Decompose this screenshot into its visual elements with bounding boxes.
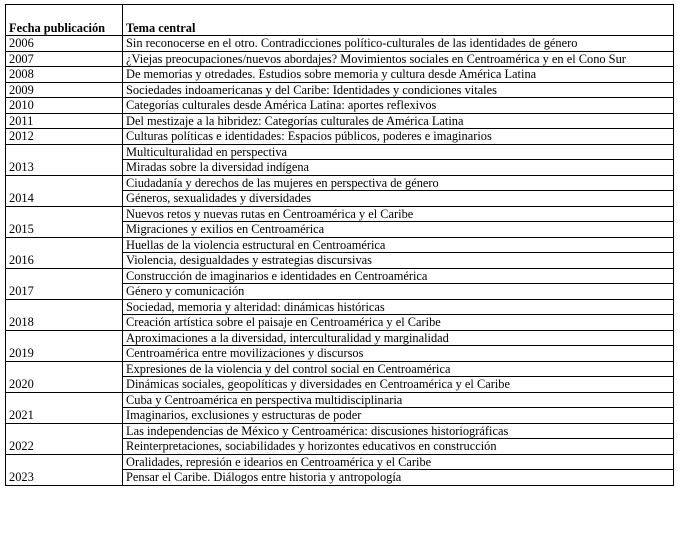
table-row xyxy=(6,144,674,160)
topic-cell: Géneros, sexualidades y diversidades xyxy=(123,191,674,207)
topic-cell: Construcción de imaginarios e identidades en Centroamérica xyxy=(123,268,674,284)
year-cell: 2008 xyxy=(6,67,123,83)
topic-cell: Sociedad, memoria y alteridad: dinámicas históricas xyxy=(123,299,674,315)
topic-cell: Sin reconocerse en el otro. Contradicciones político-culturales de las identidades de género xyxy=(123,36,674,52)
topic-cell: Cuba y Centroamérica en perspectiva multidisciplinaria xyxy=(123,392,674,408)
year-cell: 2012 xyxy=(6,129,123,145)
header-topic: Tema central xyxy=(123,5,674,36)
table-row xyxy=(6,361,674,377)
header-year: Fecha publicación xyxy=(6,5,123,36)
table-row xyxy=(6,51,674,67)
year-cell: 2006 xyxy=(6,36,123,52)
topic-cell: Las independencias de México y Centroamérica: discusiones historiográficas xyxy=(123,423,674,439)
year-cell: 2014 xyxy=(6,175,123,206)
year-cell: 2017 xyxy=(6,268,123,299)
topic-cell: Imaginarios, exclusiones y estructuras de poder xyxy=(123,408,674,424)
topic-cell: Nuevos retos y nuevas rutas en Centroamérica y el Caribe xyxy=(123,206,674,222)
topic-cell: Creación artística sobre el paisaje en Centroamérica y el Caribe xyxy=(123,315,674,331)
table-row xyxy=(6,82,674,98)
topic-cell: Del mestizaje a la hibridez: Categorías culturales de América Latina xyxy=(123,113,674,129)
table-row xyxy=(6,206,674,222)
topic-cell: ¿Viejas preocupaciones/nuevos abordajes? Movimientos sociales en Centroamérica y en el Cono Sur xyxy=(123,51,674,67)
table-row xyxy=(6,36,674,52)
year-cell: 2009 xyxy=(6,82,123,98)
year-cell: 2011 xyxy=(6,113,123,129)
table-body xyxy=(6,36,674,486)
topic-cell: Pensar el Caribe. Diálogos entre historia y antropología xyxy=(123,470,674,486)
topic-cell: Culturas políticas e identidades: Espacios públicos, poderes e imaginarios xyxy=(123,129,674,145)
topic-cell: Género y comunicación xyxy=(123,284,674,300)
year-cell: 2022 xyxy=(6,423,123,454)
topic-cell: Huellas de la violencia estructural en Centroamérica xyxy=(123,237,674,253)
topic-cell: Centroamérica entre movilizaciones y discursos xyxy=(123,346,674,362)
table-row xyxy=(6,129,674,145)
table-row xyxy=(6,237,674,253)
topic-cell: Reinterpretaciones, sociabilidades y horizontes educativos en construcción xyxy=(123,439,674,455)
year-cell: 2007 xyxy=(6,51,123,67)
year-cell: 2010 xyxy=(6,98,123,114)
year-cell: 2015 xyxy=(6,206,123,237)
topic-cell: Dinámicas sociales, geopolíticas y diversidades en Centroamérica y el Caribe xyxy=(123,377,674,393)
table-row xyxy=(6,175,674,191)
topic-cell: Oralidades, represión e idearios en Centroamérica y el Caribe xyxy=(123,454,674,470)
year-cell: 2013 xyxy=(6,144,123,175)
year-cell: 2019 xyxy=(6,330,123,361)
table-row xyxy=(6,98,674,114)
year-cell: 2018 xyxy=(6,299,123,330)
header-row xyxy=(6,5,674,36)
topic-cell: Categorías culturales desde América Latina: aportes reflexivos xyxy=(123,98,674,114)
topic-cell: Violencia, desigualdades y estrategias discursivas xyxy=(123,253,674,269)
topic-cell: Aproximaciones a la diversidad, interculturalidad y marginalidad xyxy=(123,330,674,346)
table-row xyxy=(6,392,674,408)
topic-cell: De memorias y otredades. Estudios sobre memoria y cultura desde América Latina xyxy=(123,67,674,83)
table-row xyxy=(6,67,674,83)
table-row xyxy=(6,113,674,129)
year-cell: 2023 xyxy=(6,454,123,485)
table-row xyxy=(6,299,674,315)
topic-cell: Ciudadanía y derechos de las mujeres en perspectiva de género xyxy=(123,175,674,191)
year-cell: 2016 xyxy=(6,237,123,268)
table-row xyxy=(6,268,674,284)
topic-cell: Multiculturalidad en perspectiva xyxy=(123,144,674,160)
topic-cell: Miradas sobre la diversidad indígena xyxy=(123,160,674,176)
year-cell: 2020 xyxy=(6,361,123,392)
publications-table xyxy=(5,4,674,486)
topic-cell: Sociedades indoamericanas y del Caribe: Identidades y condiciones vitales xyxy=(123,82,674,98)
year-cell: 2021 xyxy=(6,392,123,423)
topic-cell: Expresiones de la violencia y del control social en Centroamérica xyxy=(123,361,674,377)
topic-cell: Migraciones y exilios en Centroamérica xyxy=(123,222,674,238)
table-row xyxy=(6,330,674,346)
table-row xyxy=(6,454,674,470)
table-row xyxy=(6,423,674,439)
